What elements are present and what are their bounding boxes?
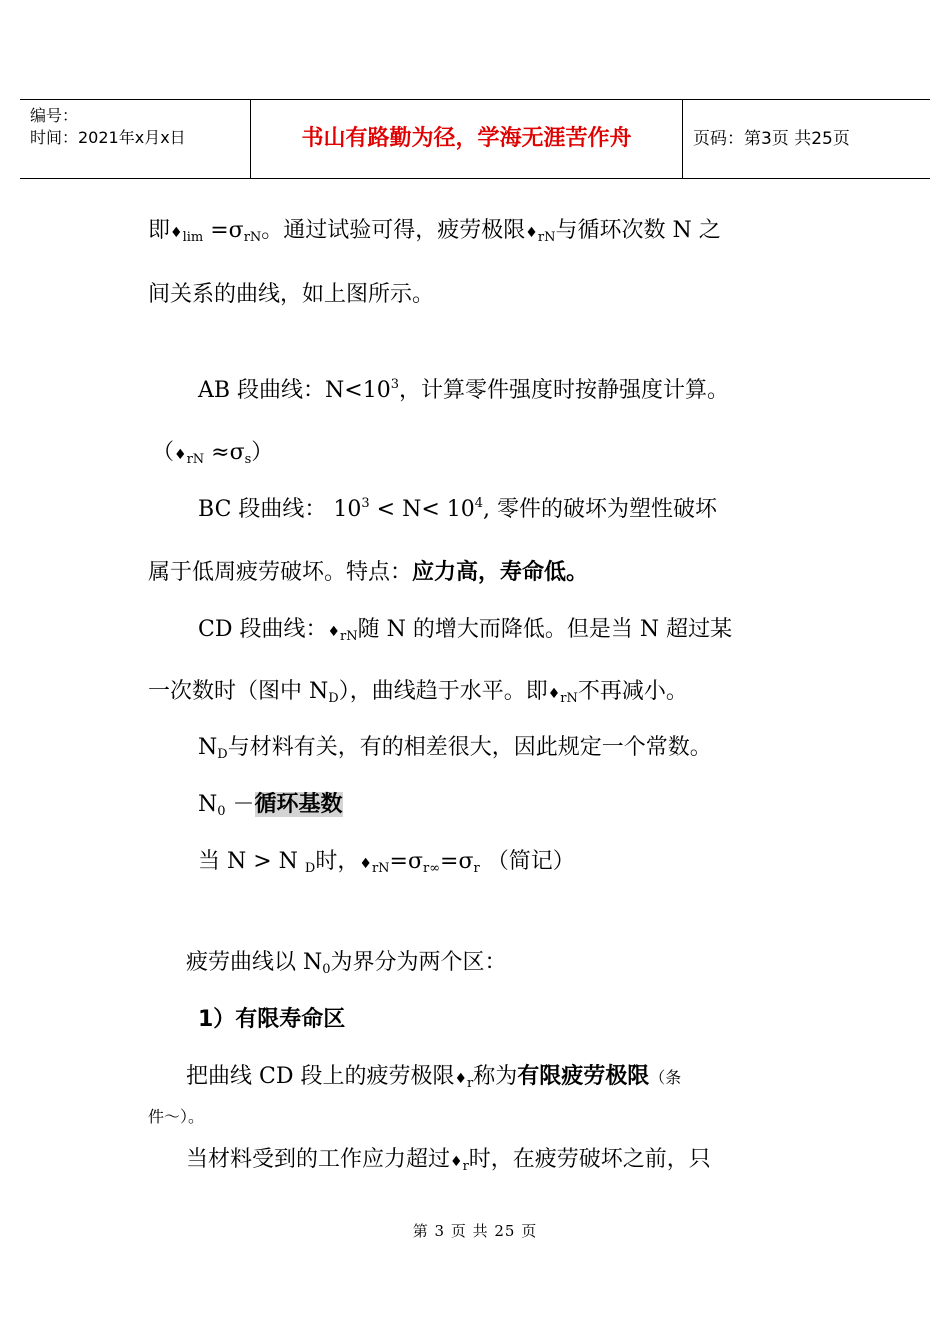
symbol-glyph: ♦ xyxy=(170,225,183,241)
symbol-glyph: ♦ xyxy=(450,1154,463,1170)
text-line: 属于低周疲劳破坏。特点：应力高，寿命低。 xyxy=(148,560,589,585)
symbol-glyph: ♦ xyxy=(525,225,538,241)
time-label: 时间：2021年x月x日 xyxy=(30,128,186,147)
number-label: 编号： xyxy=(30,106,79,125)
page-footer: 第 3 页 共 25 页 xyxy=(412,1222,538,1240)
text-line: 当 N > N D时，♦rN=σr∞=σr （简记） xyxy=(198,849,575,876)
symbol-glyph: ♦ xyxy=(547,686,561,702)
text-line: （♦rN ≈σs） xyxy=(152,440,274,467)
text-line: BC 段曲线： $10^3 < N< 10^4$, 零件的破坏为塑性破坏 xyxy=(198,496,718,522)
header-table xyxy=(20,99,930,179)
text-line: 即♦lim =σrN。通过试验可得，疲劳极限♦rN与循环次数 N 之 xyxy=(148,218,721,245)
header-left-cell xyxy=(20,100,251,178)
symbol-glyph: ♦ xyxy=(454,1071,468,1087)
text-line: CD 段曲线：♦rN随 N 的增大而降低。但是当 N 超过某 xyxy=(198,617,733,644)
text-line: 当材料受到的工作应力超过♦r时，在疲劳破坏之前，只 xyxy=(186,1147,711,1174)
page-info: 页码：第3页 共25页 xyxy=(693,129,850,149)
text-line: 疲劳曲线以 N0为界分为两个区： xyxy=(186,950,507,977)
symbol-glyph: ♦ xyxy=(359,856,372,872)
symbol-glyph: ♦ xyxy=(327,624,341,640)
text-line: ND与材料有关，有的相差很大，因此规定一个常数。 xyxy=(198,735,712,762)
text-line: AB 段曲线：$N<10^3$，计算零件强度时按静强度计算。 xyxy=(198,377,730,403)
text-line: 件～）。 xyxy=(148,1107,205,1126)
text-line: 把曲线 CD 段上的疲劳极限♦r称为有限疲劳极限（条 xyxy=(186,1064,682,1091)
text-line: 间关系的曲线，如上图所示。 xyxy=(148,282,435,307)
text-line: N0 －循环基数 xyxy=(198,792,343,819)
section-heading: 1）有限寿命区 xyxy=(198,1007,346,1032)
text-line: 一次数时（图中 ND），曲线趋于水平。即♦rN不再减小。 xyxy=(148,679,688,706)
highlighted-term: 循环基数 xyxy=(254,792,343,817)
symbol-glyph: ♦ xyxy=(174,447,187,463)
motto: 书山有路勤为径，学海无涯苦作舟 xyxy=(251,100,683,178)
